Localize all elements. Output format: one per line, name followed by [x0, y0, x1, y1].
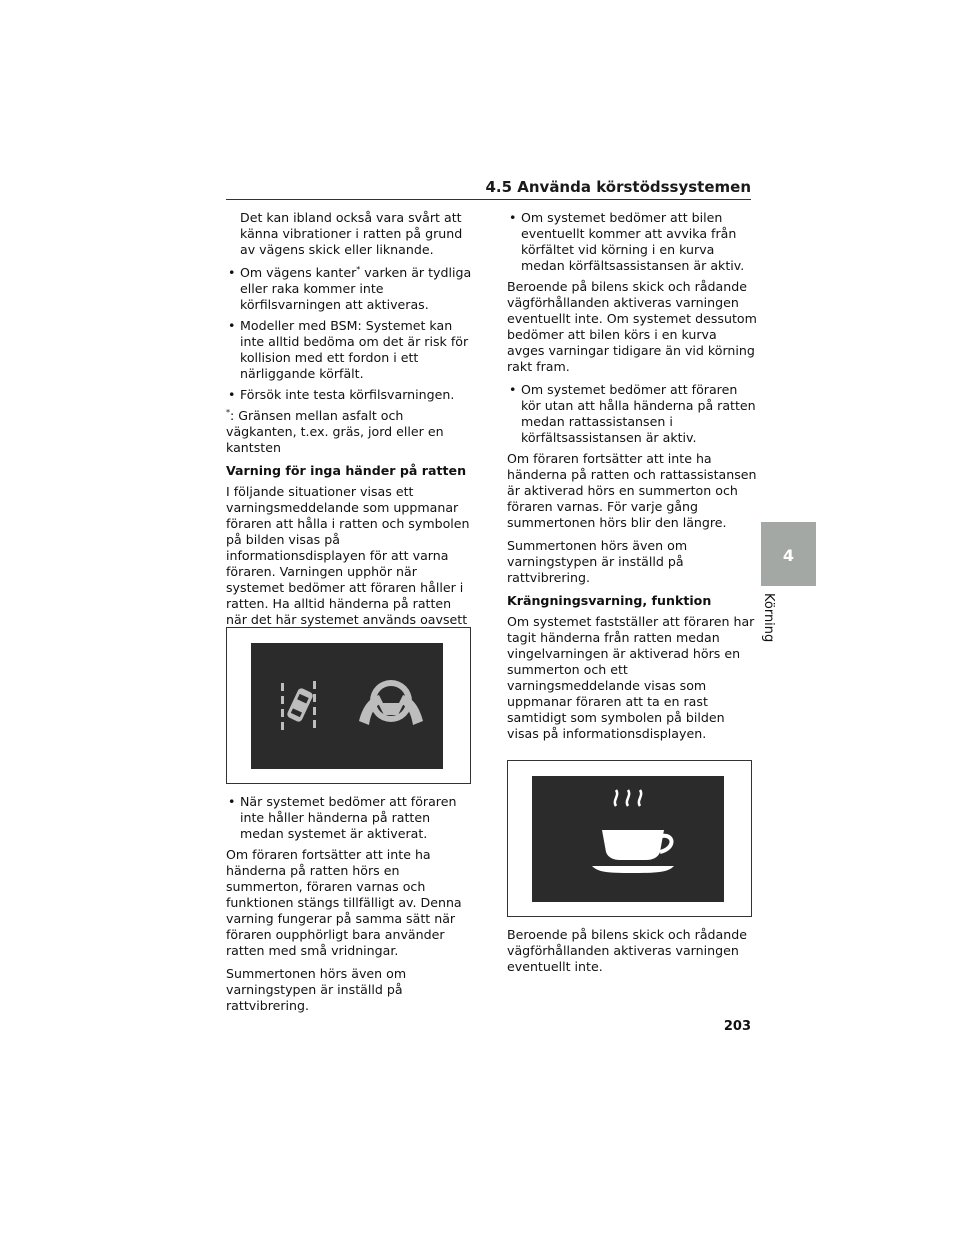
bullet-text: Om systemet bedömer att bilen eventuellt kommer att avvika från körfältet vid körning i en kurva medan körfältsassistansen är aktiv. [521, 210, 745, 273]
bullet-dot: • [228, 794, 236, 809]
left-column-lower [226, 794, 472, 1021]
bullet-text: Modeller med BSM: Systemet kan inte alltid bedöma om det är risk för kollision med ett fordon i ett närliggande körfält. [240, 318, 469, 381]
bullet-text: När systemet bedömer att föraren inte håller händerna på ratten medan systemet är aktiverat. [240, 794, 457, 841]
display-screen [532, 776, 724, 902]
bullet-dot: • [509, 382, 517, 397]
subheading: Krängningsvarning, funktion [507, 593, 712, 608]
bullet-text-start: Om vägens kanter [240, 265, 357, 280]
coffee-cup-icon [592, 790, 674, 873]
footnote-marker: * [226, 407, 230, 417]
paragraph: Summertonen hörs även om varningstypen är inställd på rattvibrering. [226, 966, 407, 1013]
bullet-text: Försök inte testa körfilsvarningen. [240, 387, 455, 402]
footnote-text: : Gränsen mellan asfalt och vägkanten, t.ex. gräs, jord eller en kantsten [226, 408, 444, 455]
chapter-label: Körning [761, 593, 776, 643]
paragraph: Om föraren fortsätter att inte ha händerna på ratten och rattassistansen är aktiverad hörs en summerton och föraren varnas. För varje gång summertonen hörs blir den längre. [507, 451, 757, 530]
footnote [226, 408, 472, 456]
paragraph: Om föraren fortsätter att inte ha händerna på ratten hörs en summerton, föraren varnas och funktionen stängs tillfälligt av. Denna varning fungerar på samma sätt när föraren oupphörligt bara använder ratten med små vridningar. [226, 847, 462, 958]
warning-icons-svg [251, 643, 443, 769]
chapter-tab [761, 522, 816, 586]
bullet-item [226, 387, 472, 403]
bullet-dot: • [228, 265, 236, 280]
bullet-item [226, 318, 472, 382]
hands-on-wheel-icon [359, 680, 423, 725]
bullet-text: Om systemet bedömer att föraren kör utan att hålla händerna på ratten medan rattassistansen i körfältsassistansen är aktiv. [521, 382, 756, 445]
header-rule [226, 199, 751, 200]
coffee-icon-svg [532, 776, 724, 902]
bullet-text-end: varken är tydliga eller raka kommer inte körfilsvarningen att aktiveras. [240, 265, 472, 312]
figure-hands-off-warning [226, 627, 471, 784]
bullet-dot: • [509, 210, 517, 225]
chapter-number: 4 [782, 546, 795, 565]
lane-departure-icon [281, 681, 316, 730]
paragraph: Beroende på bilens skick och rådande vägförhållanden aktiveras varningen eventuellt inte. Om systemet dessutom bedömer att bilen körs i en kurva avges varningar tidigare än vid körning rakt fram. [507, 279, 757, 374]
bullet-item [507, 382, 757, 446]
paragraph: Om systemet fastställer att föraren har tagit händerna från ratten medan vingelvarningen är aktiverad hörs en summerton och ett varningsmeddelande visas som uppmanar föraren att ta en rast samtidigt som symbolen på bilden visas på informationsdisplayen. [507, 614, 755, 741]
bullet-dot: • [228, 318, 236, 333]
figure-coffee-warning [507, 760, 752, 917]
right-column-lower [507, 927, 757, 982]
paragraph: Beroende på bilens skick och rådande vägförhållanden aktiveras varningen eventuellt inte. [507, 927, 747, 974]
display-screen [251, 643, 443, 769]
chapter-label-container [760, 593, 780, 653]
bullet-item [226, 794, 472, 842]
section-header [226, 176, 751, 200]
footnote-marker: * [356, 264, 361, 274]
bullet-item [226, 265, 472, 313]
left-column [226, 210, 472, 651]
subheading: Varning för inga händer på ratten [226, 463, 467, 478]
page-number: 203 [723, 1019, 751, 1034]
bullet-dot: • [228, 387, 236, 402]
paragraph: I följande situationer visas ett varningsmeddelande som uppmanar föraren att hålla i ratten och symbolen på bilden visas på informationsdisplayen för att varna föraren. Varningen upphör när systemet bedömer att föraren håller i ratten. Ha alltid händerna på ratten när det här systemet används oavsett [226, 484, 470, 627]
paragraph: Det kan ibland också vara svårt att känna vibrationer i ratten på grund av vägens skick eller liknande. [240, 210, 463, 257]
section-title: 4.5 Använda körstödssystemen [485, 178, 751, 196]
bullet-item [507, 210, 757, 274]
right-column [507, 210, 757, 749]
paragraph: Summertonen hörs även om varningstypen är inställd på rattvibrering. [507, 538, 688, 585]
